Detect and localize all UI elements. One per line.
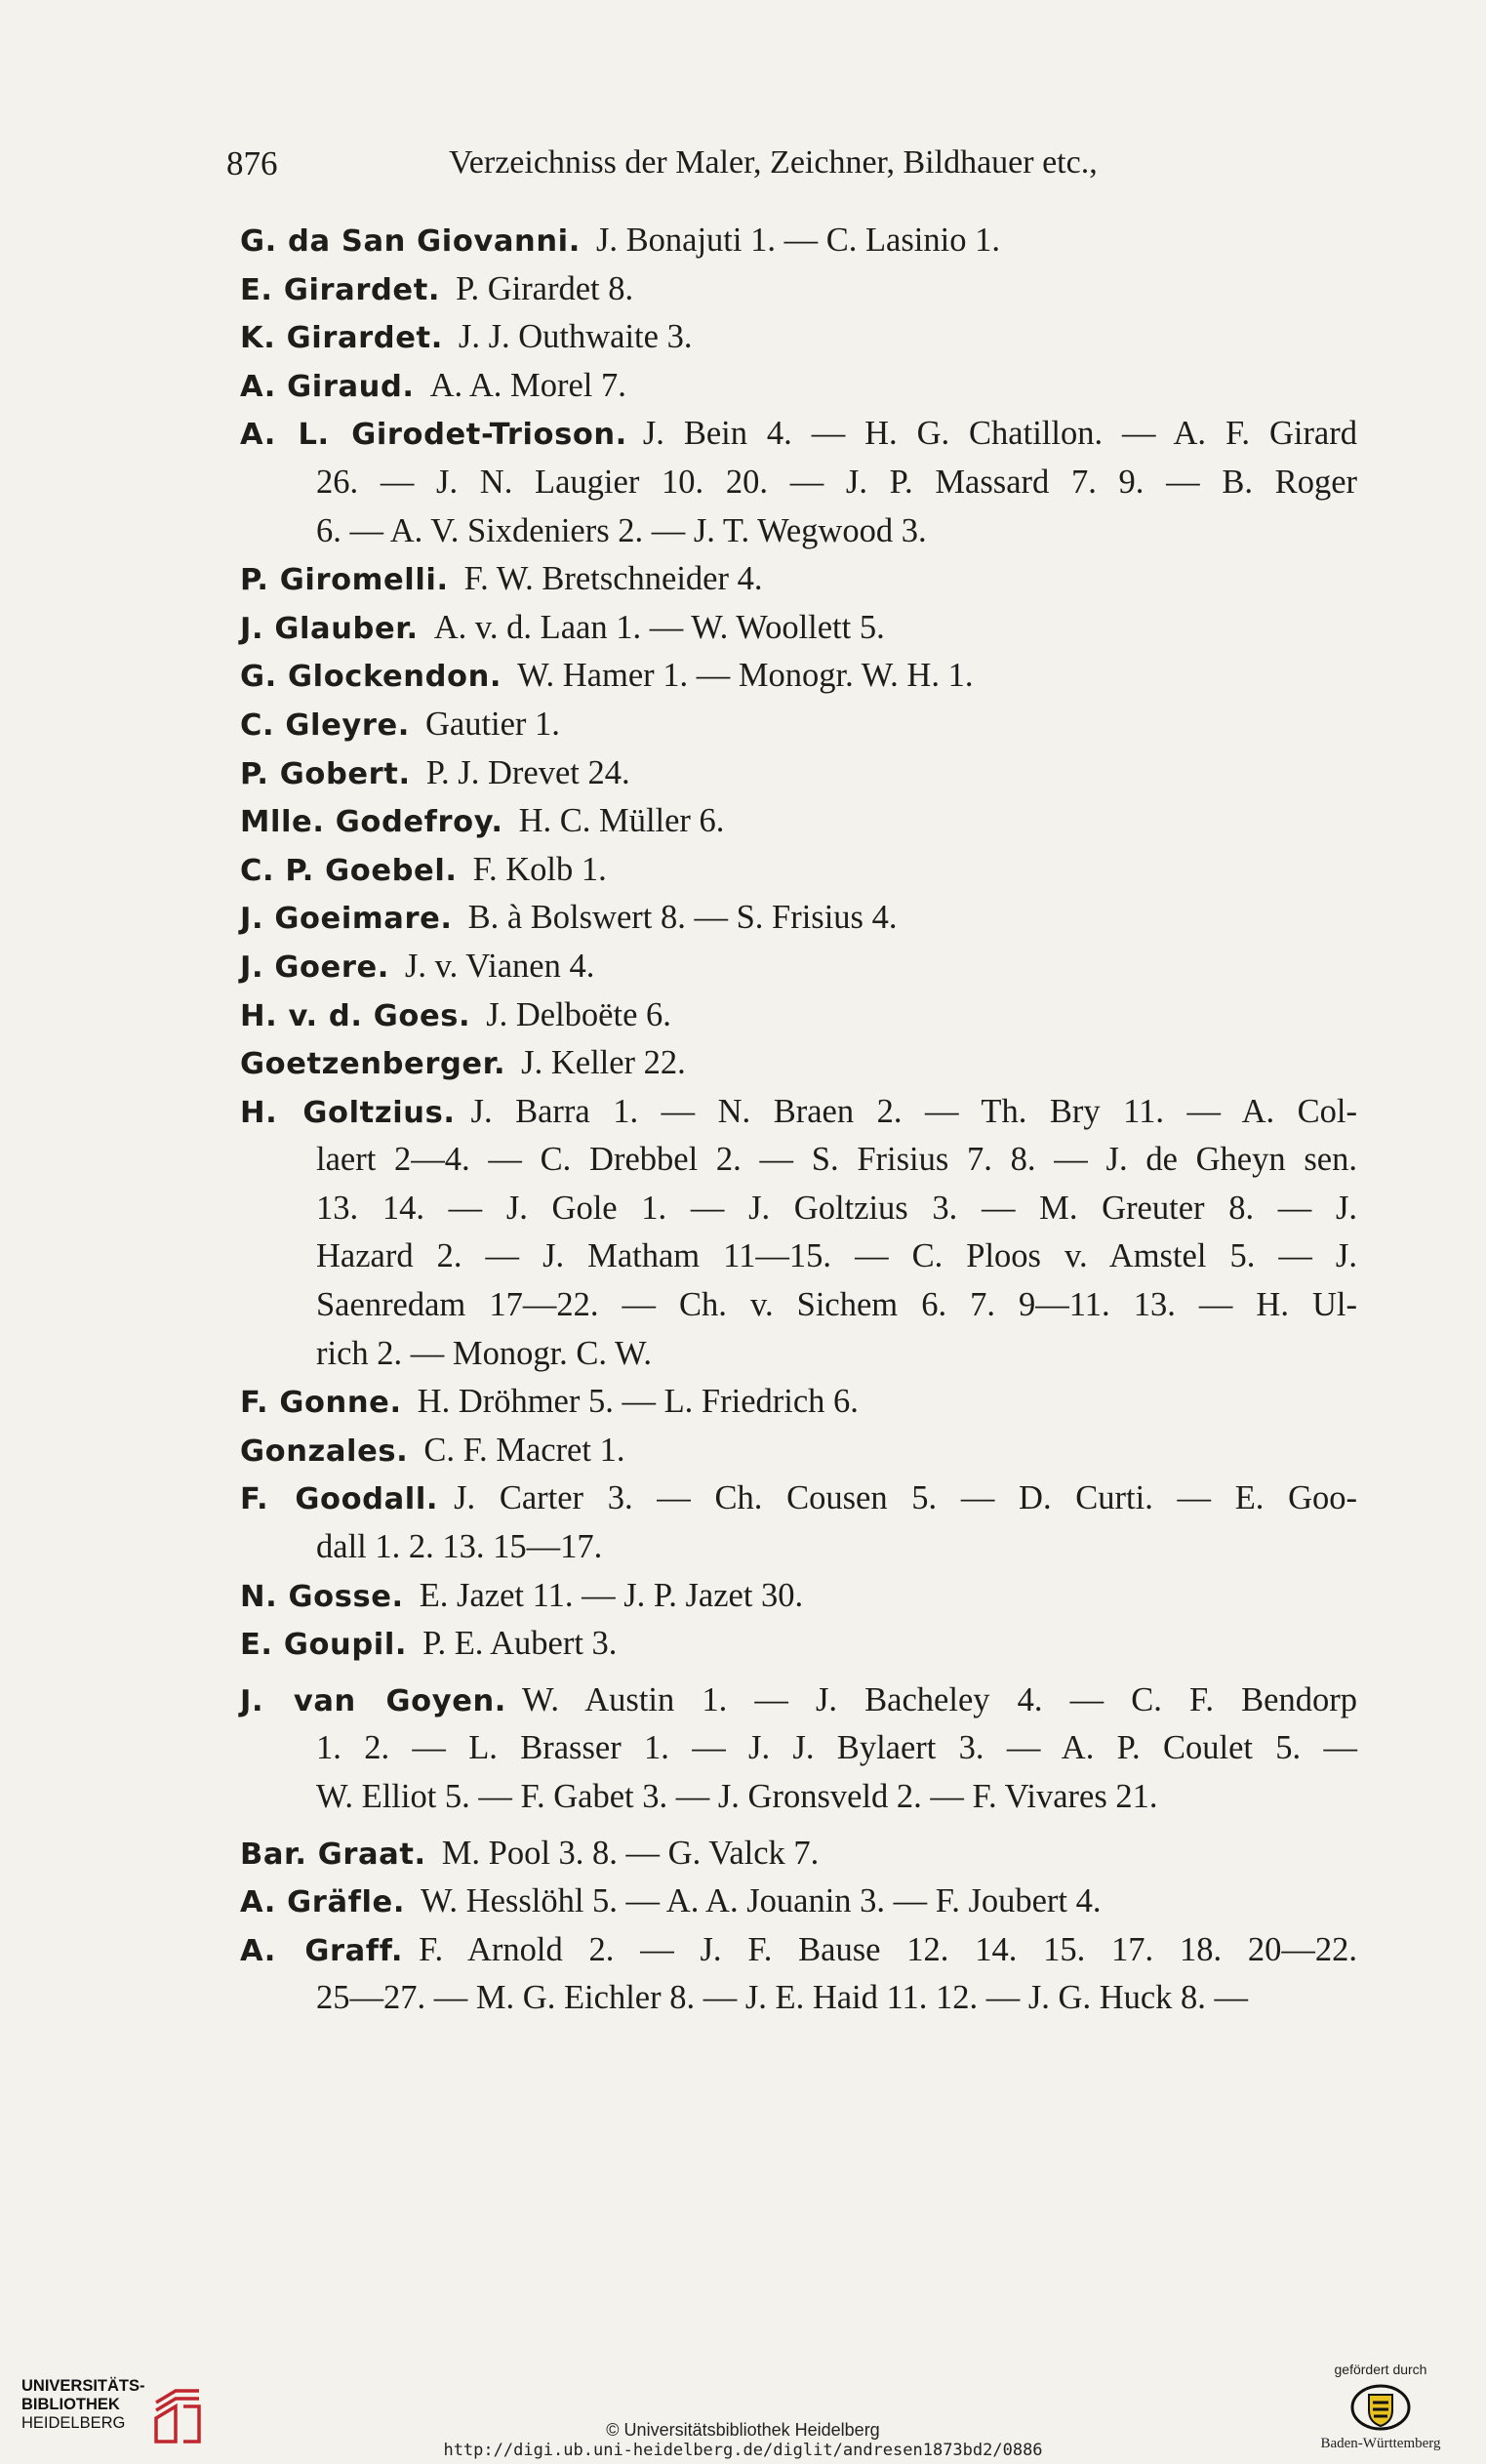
engraver-list: W. Elliot 5. — F. Gabet 3. — J. Gronsveld 2. — F. Vivares 21. (316, 1778, 1158, 1815)
artist-name: F. Gonne. (240, 1386, 402, 1421)
artist-name: J. van Goyen. (240, 1683, 506, 1718)
engraver-list: W. Hesslöhl 5. — A. A. Jouanin 3. — F. Joubert 4. (421, 1882, 1102, 1920)
page-number: 876 (226, 144, 278, 182)
engraver-list: H. Dröhmer 5. — L. Friedrich 6. (417, 1383, 859, 1421)
entry-line (240, 1572, 1357, 1621)
engraver-list: 1. 2. — L. Brasser 1. — J. J. Bylaert 3. — A. P. Coulet 5. — (316, 1729, 1357, 1767)
index-entry (240, 313, 1357, 362)
engraver-list: P. E. Aubert 3. (422, 1625, 618, 1663)
permalink[interactable]: http://digi.ub.uni-heidelberg.de/diglit/andresen1873bd2/0886 (443, 2441, 1043, 2460)
entry-line (240, 410, 1357, 459)
index-entry (240, 991, 1357, 1040)
index-entry (240, 410, 1357, 555)
library-name-line-2: BIBLIOTHEK (21, 2396, 120, 2413)
entry-line (240, 265, 1357, 314)
index-entry (240, 1620, 1357, 1669)
entry-line (240, 846, 1357, 895)
index-entry (240, 555, 1357, 604)
engraver-list: 25—27. — M. G. Eichler 8. — J. E. Haid 11. 12. — J. G. Huck 8. — (316, 1979, 1249, 2017)
engraver-list: C. F. Macret 1. (423, 1431, 625, 1469)
entry-line (240, 1830, 1357, 1878)
entry-line (240, 1039, 1357, 1088)
engraver-list: E. Jazet 11. — J. P. Jazet 30. (419, 1576, 804, 1614)
entry-line (240, 1185, 1357, 1233)
index-entry (240, 217, 1357, 265)
artist-name: G. Glockendon. (240, 660, 502, 695)
library-name-line-1: UNIVERSITÄTS- (21, 2377, 145, 2395)
entry-line (240, 459, 1357, 507)
coat-of-arms-icon (1349, 2383, 1412, 2432)
engraver-list: F. W. Bretschneider 4. (463, 560, 763, 598)
artist-name: E. Girardet. (240, 272, 441, 307)
engraver-list: dall 1. 2. 13. 15—17. (316, 1528, 603, 1566)
index-entry (240, 943, 1357, 991)
artist-name: H. Goltzius. (240, 1095, 456, 1130)
artist-name: Bar. Graat. (240, 1837, 426, 1872)
engraver-list: Saenredam 17—22. — Ch. v. Sichem 6. 7. 9—11. 13. — H. Ul- (316, 1286, 1357, 1324)
page-header (226, 144, 1368, 193)
artist-name: C. P. Goebel. (240, 853, 458, 888)
index-entry (240, 894, 1357, 943)
artist-name: J. Goere. (240, 949, 389, 985)
index-entry (240, 265, 1357, 314)
index-entry (240, 846, 1357, 895)
engraver-list: A. A. Morel 7. (429, 366, 626, 404)
engraver-list: F. Kolb 1. (472, 850, 607, 888)
entry-line (240, 1926, 1357, 1975)
engraver-list: A. v. d. Laan 1. — W. Woollett 5. (433, 608, 885, 646)
engraver-list: 6. — A. V. Sixdeniers 2. — J. T. Wegwood 3. (316, 511, 927, 549)
entry-line (240, 217, 1357, 265)
engraver-list: 26. — J. N. Laugier 10. 20. — J. P. Massard 7. 9. — B. Roger (316, 463, 1357, 501)
entry-line (240, 1724, 1357, 1773)
index-entry (240, 1378, 1357, 1427)
engraver-list: J. Bein 4. — H. G. Chatillon. — A. F. Girard (642, 415, 1357, 453)
entry-line (240, 362, 1357, 411)
entry-line (240, 991, 1357, 1040)
artist-name: P. Giromelli. (240, 563, 449, 598)
entry-line (240, 313, 1357, 362)
index-entry (240, 1572, 1357, 1621)
engraver-list: 13. 14. — J. Gole 1. — J. Goltzius 3. — M. Greuter 8. — J. (316, 1189, 1357, 1227)
entry-line (240, 555, 1357, 604)
engraver-list: J. J. Outhwaite 3. (458, 318, 693, 356)
index-entry (240, 749, 1357, 798)
engraver-list: J. Carter 3. — Ch. Cousen 5. — D. Curti. — E. Goo- (454, 1479, 1358, 1517)
engraver-list: B. à Bolswert 8. — S. Frisius 4. (467, 899, 898, 937)
entry-line (240, 943, 1357, 991)
index-entry (240, 604, 1357, 653)
artist-name: J. Glauber. (240, 611, 419, 646)
entry-line (240, 894, 1357, 943)
index-entries (240, 217, 1357, 2023)
engraver-list: H. C. Müller 6. (518, 802, 725, 840)
artist-name: N. Gosse. (240, 1579, 404, 1614)
entry-line (240, 1523, 1357, 1572)
sponsor-name: Baden-Württemberg (1320, 2436, 1441, 2451)
entry-line (240, 1474, 1357, 1523)
artist-name: J. Goeimare. (240, 902, 453, 937)
entry-line (240, 1427, 1357, 1475)
engraver-list: rich 2. — Monogr. C. W. (316, 1334, 653, 1372)
entry-line (240, 1232, 1357, 1281)
artist-name: A. Gräfle. (240, 1885, 406, 1920)
copyright-notice: © Universitätsbibliothek Heidelberg (606, 2420, 880, 2440)
index-entry (240, 1878, 1357, 1926)
running-title: Verzeichniss der Maler, Zeichner, Bildhauer etc., (449, 144, 1098, 181)
engraver-list: Gautier 1. (424, 705, 560, 743)
index-entry (240, 1830, 1357, 1878)
entry-line (240, 1281, 1357, 1330)
entry-line (240, 507, 1357, 556)
engraver-list: J. Delboëte 6. (486, 995, 671, 1033)
artist-name: Gonzales. (240, 1434, 409, 1469)
entry-line (240, 701, 1357, 749)
engraver-list: P. Girardet 8. (456, 269, 634, 307)
engraver-list: J. Bonajuti 1. — C. Lasinio 1. (595, 222, 1000, 259)
index-entry (240, 362, 1357, 411)
entry-line (240, 1676, 1357, 1725)
entry-line (240, 749, 1357, 798)
index-entry (240, 797, 1357, 846)
artist-name: Goetzenberger. (240, 1047, 506, 1082)
engraver-list: Hazard 2. — J. Matham 11—15. — C. Ploos v. Amstel 5. — J. (316, 1237, 1357, 1275)
index-entry (240, 1039, 1357, 1088)
artist-name: A. L. Girodet-Trioson. (240, 418, 627, 453)
entry-line (240, 1378, 1357, 1427)
entry-line (240, 604, 1357, 653)
artist-name: Mlle. Godefroy. (240, 805, 503, 840)
artist-name: K. Girardet. (240, 321, 443, 356)
artist-name: P. Gobert. (240, 756, 411, 791)
index-entry (240, 1676, 1357, 1822)
entry-line (240, 1620, 1357, 1669)
sponsor-block (1298, 2362, 1464, 2459)
artist-name: E. Goupil. (240, 1628, 408, 1663)
engraver-list: F. Arnold 2. — J. F. Bause 12. 14. 15. 17. 18. 20—22. (419, 1930, 1357, 1968)
index-entry (240, 701, 1357, 749)
engraver-list: laert 2—4. — C. Drebbel 2. — S. Frisius 7. 8. — J. de Gheyn sen. (316, 1141, 1357, 1179)
entry-line (240, 1088, 1357, 1137)
engraver-list: W. Hamer 1. — Monogr. W. H. 1. (517, 657, 974, 695)
entry-line (240, 1330, 1357, 1379)
engraver-list: P. J. Drevet 24. (425, 753, 630, 791)
library-name-line-3: HEIDELBERG (21, 2414, 126, 2432)
engraver-list: J. Keller 22. (521, 1044, 686, 1082)
index-entry (240, 1474, 1357, 1571)
artist-name: F. Goodall. (240, 1482, 439, 1517)
entry-line (240, 797, 1357, 846)
engraver-list: M. Pool 3. 8. — G. Valck 7. (441, 1834, 820, 1872)
artist-name: A. Giraud. (240, 369, 415, 404)
index-entry (240, 1427, 1357, 1475)
index-entry (240, 1088, 1357, 1379)
artist-name: A. Graff. (240, 1933, 404, 1968)
page-footer (0, 2342, 1486, 2464)
entry-line (240, 652, 1357, 701)
artist-name: G. da San Giovanni. (240, 224, 581, 259)
entry-line (240, 1773, 1357, 1822)
entry-line (240, 1974, 1357, 2023)
artist-name: C. Gleyre. (240, 707, 410, 743)
engraver-list: W. Austin 1. — J. Bacheley 4. — C. F. Bendorp (522, 1680, 1357, 1718)
index-entry (240, 1926, 1357, 2023)
entry-line (240, 1136, 1357, 1185)
entry-line (240, 1878, 1357, 1926)
sponsor-label: gefördert durch (1334, 2362, 1427, 2377)
engraver-list: J. Barra 1. — N. Braen 2. — Th. Bry 11. — A. Col- (470, 1092, 1357, 1130)
index-entry (240, 652, 1357, 701)
engraver-list: J. v. Vianen 4. (404, 947, 595, 985)
artist-name: H. v. d. Goes. (240, 998, 471, 1033)
